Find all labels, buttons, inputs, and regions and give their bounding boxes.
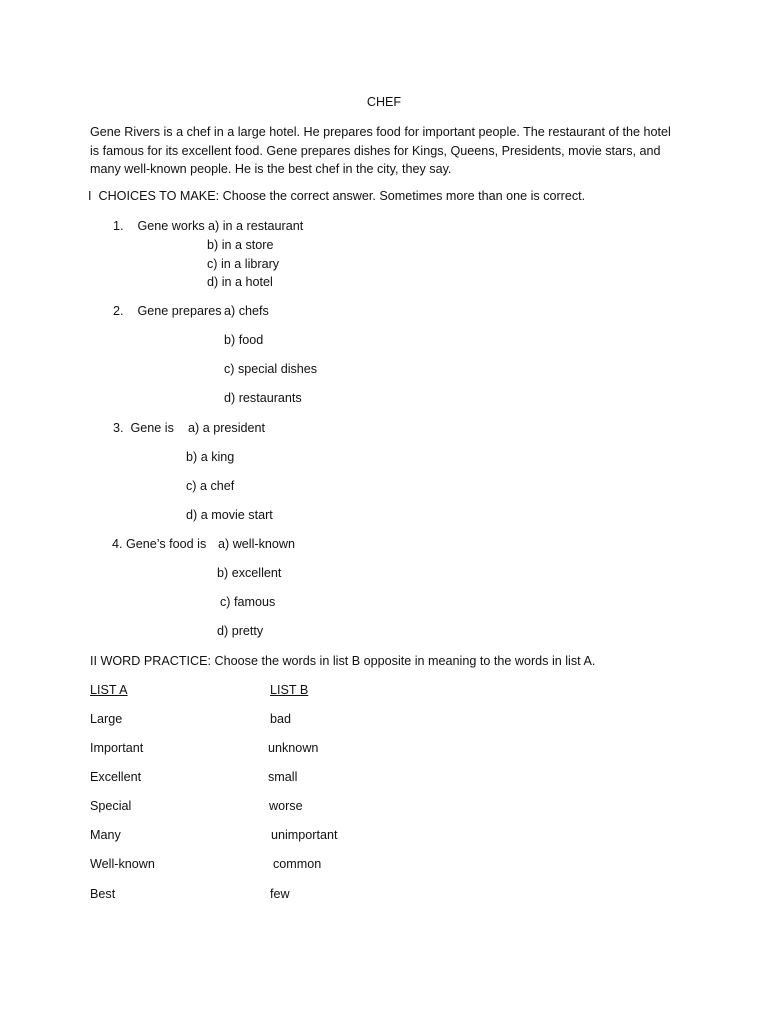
list-b-item: bad: [270, 712, 292, 726]
section1-heading: I CHOICES TO MAKE: Choose the correct answer. Sometimes more than one is correct.: [88, 189, 586, 203]
section2-heading: II WORD PRACTICE: Choose the words in list B opposite in meaning to the words in list A.: [90, 654, 596, 668]
list-b-item: small: [268, 770, 298, 784]
question-3-option-b: b) a king: [186, 450, 235, 464]
page-title: CHEF: [366, 95, 402, 109]
list-a-item: Many: [90, 828, 121, 842]
question-3-option-d: d) a movie start: [186, 508, 273, 522]
list-a-item: Large: [90, 712, 123, 726]
list-b-item: worse: [269, 799, 303, 813]
question-3-stem: 3. Gene is: [113, 421, 174, 435]
list-a-header: LIST A: [90, 683, 128, 697]
question-4-option-b: b) excellent: [217, 566, 282, 580]
question-3-option-a: a) a president: [188, 421, 266, 435]
list-b-item: few: [270, 887, 290, 901]
question-4-stem: 4. Gene’s food is: [112, 537, 207, 551]
question-1-option-d: d) in a hotel: [207, 275, 273, 289]
list-a-item: Best: [90, 887, 116, 901]
question-1-stem: 1. Gene works: [113, 219, 205, 233]
question-4-option-a: a) well-known: [218, 537, 295, 551]
question-2-option-d: d) restaurants: [224, 391, 302, 405]
question-4-option-c: c) famous: [220, 595, 276, 609]
question-4-option-d: d) pretty: [217, 624, 264, 638]
list-b-item: unimportant: [271, 828, 338, 842]
question-2-option-c: c) special dishes: [224, 362, 318, 376]
list-a-item: Excellent: [90, 770, 142, 784]
question-2-stem: 2. Gene prepares: [113, 304, 222, 318]
question-2-option-b: b) food: [224, 333, 264, 347]
intro-line: many well-known people. He is the best chef in the city, they say.: [90, 162, 452, 176]
question-1-option-b: b) in a store: [207, 238, 274, 252]
list-a-item: Important: [90, 741, 144, 755]
list-b-header: LIST B: [270, 683, 309, 697]
question-1-option-a: a) in a restaurant: [208, 219, 304, 233]
list-a-item: Special: [90, 799, 132, 813]
list-b-item: unknown: [268, 741, 319, 755]
intro-paragraph: [90, 123, 700, 179]
question-1-option-c: c) in a library: [207, 257, 280, 271]
intro-line: is famous for its excellent food. Gene prepares dishes for Kings, Queens, Presidents, movie stars, and: [90, 143, 661, 158]
intro-line: Gene Rivers is a chef in a large hotel. He prepares food for important people. The restaurant of the hotel: [90, 125, 671, 139]
question-2-option-a: a) chefs: [224, 304, 269, 318]
list-b-item: common: [273, 857, 322, 871]
list-a-item: Well-known: [90, 857, 155, 871]
question-3-option-c: c) a chef: [186, 479, 235, 493]
